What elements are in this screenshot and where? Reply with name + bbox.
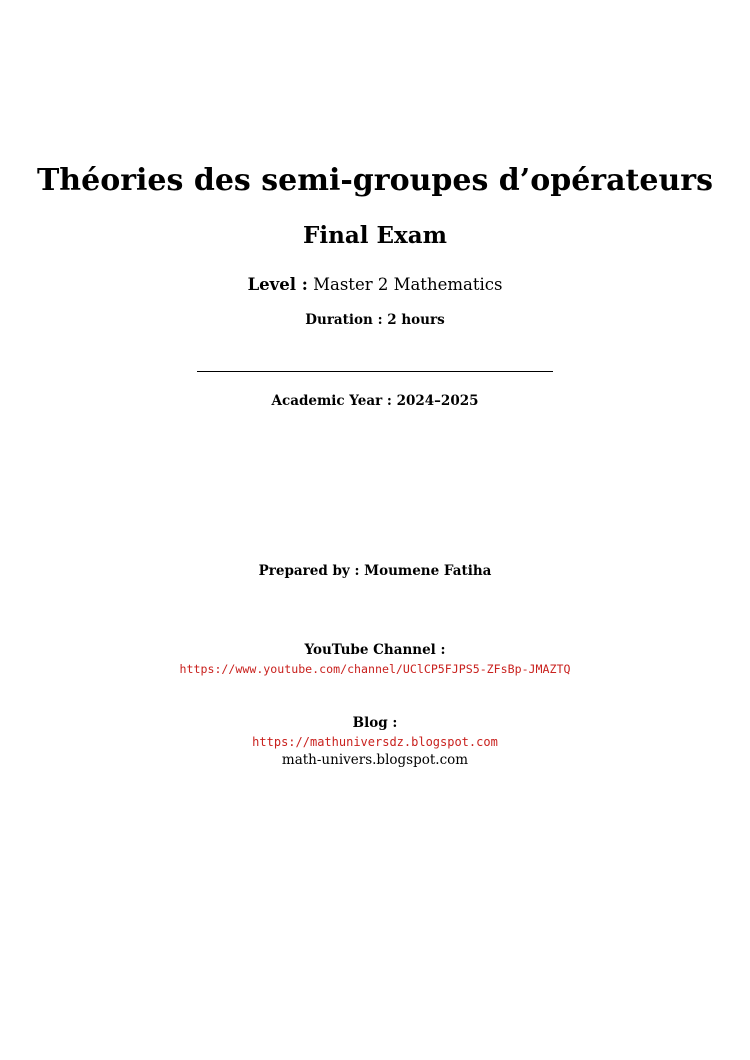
youtube-link[interactable]: https://www.youtube.com/channel/UClCP5FJPS5-ZFsBp-JMAZTQ: [179, 662, 571, 676]
blog-alt-address: math-univers.blogspot.com: [281, 752, 469, 768]
document-title: Théories des semi-groupes d’opérateurs: [36, 163, 713, 198]
blog-label: Blog :: [352, 715, 398, 731]
academic-year-line: Academic Year : 2024–2025: [271, 393, 479, 409]
youtube-label: YouTube Channel :: [304, 642, 446, 658]
document-subtitle: Final Exam: [303, 222, 447, 249]
horizontal-divider: [197, 371, 553, 372]
level-value: Master 2 Mathematics: [313, 275, 503, 294]
prepared-by-line: Prepared by : Moumene Fatiha: [258, 563, 492, 579]
level-label: Level :: [247, 275, 308, 294]
duration-line: Duration : 2 hours: [305, 312, 445, 328]
blog-link[interactable]: https://mathuniversdz.blogspot.com: [252, 735, 498, 749]
level-line: [0, 274, 750, 296]
